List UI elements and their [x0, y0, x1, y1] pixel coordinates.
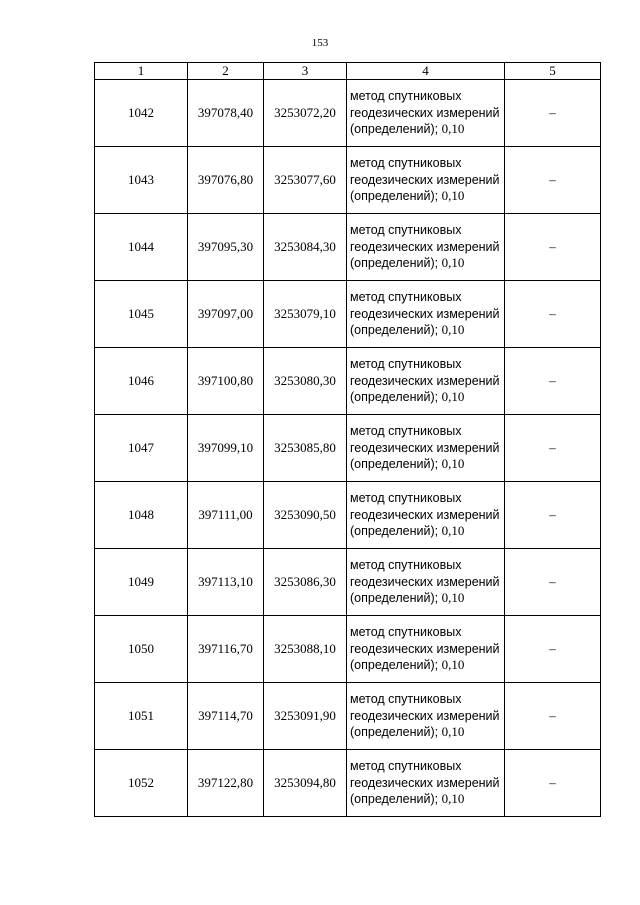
- method-cell: [347, 616, 505, 683]
- point-number-cell: 1049: [95, 549, 188, 616]
- method-cell: [347, 750, 505, 817]
- header-col-3: 3: [264, 63, 347, 80]
- accuracy-value: 0,10: [441, 657, 465, 673]
- note-cell: –: [505, 482, 601, 549]
- point-number-cell: 1044: [95, 214, 188, 281]
- point-number-cell: 1051: [95, 683, 188, 750]
- method-cell: [347, 549, 505, 616]
- header-col-4: 4: [347, 63, 505, 80]
- y-coordinate-cell: 3253077,60: [264, 147, 347, 214]
- table-row: [95, 80, 601, 147]
- table-body: [95, 80, 601, 817]
- header-col-1: 1: [95, 63, 188, 80]
- accuracy-value: 0,10: [441, 523, 465, 539]
- header-col-5: 5: [505, 63, 601, 80]
- y-coordinate-cell: 3253094,80: [264, 750, 347, 817]
- table-row: [95, 214, 601, 281]
- method-text: метод спутниковых геодезических измерений (определений);: [350, 625, 500, 673]
- method-text: метод спутниковых геодезических измерений (определений);: [350, 290, 500, 338]
- y-coordinate-cell: 3253080,30: [264, 348, 347, 415]
- accuracy-value: 0,10: [441, 724, 465, 740]
- x-coordinate-cell: 397113,10: [188, 549, 264, 616]
- method-cell: [347, 482, 505, 549]
- method-text: метод спутниковых геодезических измерений (определений);: [350, 424, 500, 472]
- method-text: метод спутниковых геодезических измерений (определений);: [350, 156, 500, 204]
- method-cell: [347, 214, 505, 281]
- y-coordinate-cell: 3253088,10: [264, 616, 347, 683]
- y-coordinate-cell: 3253085,80: [264, 415, 347, 482]
- x-coordinate-cell: 397076,80: [188, 147, 264, 214]
- x-coordinate-cell: 397116,70: [188, 616, 264, 683]
- accuracy-value: 0,10: [441, 322, 465, 338]
- x-coordinate-cell: 397095,30: [188, 214, 264, 281]
- method-cell: [347, 348, 505, 415]
- method-cell: [347, 80, 505, 147]
- method-text: метод спутниковых геодезических измерений (определений);: [350, 357, 500, 405]
- method-text: метод спутниковых геодезических измерений (определений);: [350, 692, 500, 740]
- table-row: [95, 281, 601, 348]
- y-coordinate-cell: 3253079,10: [264, 281, 347, 348]
- accuracy-value: 0,10: [441, 188, 465, 204]
- method-text: метод спутниковых геодезических измерений (определений);: [350, 491, 500, 539]
- x-coordinate-cell: 397111,00: [188, 482, 264, 549]
- note-cell: –: [505, 549, 601, 616]
- method-text: метод спутниковых геодезических измерений (определений);: [350, 558, 500, 606]
- point-number-cell: 1043: [95, 147, 188, 214]
- note-cell: –: [505, 616, 601, 683]
- header-col-2: 2: [188, 63, 264, 80]
- table-row: [95, 616, 601, 683]
- method-cell: [347, 281, 505, 348]
- note-cell: –: [505, 80, 601, 147]
- table-row: [95, 147, 601, 214]
- method-text: метод спутниковых геодезических измерений (определений);: [350, 89, 500, 137]
- accuracy-value: 0,10: [441, 389, 465, 405]
- y-coordinate-cell: 3253086,30: [264, 549, 347, 616]
- y-coordinate-cell: 3253090,50: [264, 482, 347, 549]
- table-row: [95, 683, 601, 750]
- page-number: 153: [311, 37, 329, 49]
- x-coordinate-cell: 397097,00: [188, 281, 264, 348]
- point-number-cell: 1050: [95, 616, 188, 683]
- method-cell: [347, 415, 505, 482]
- table-header: [95, 63, 601, 80]
- table-row: [95, 549, 601, 616]
- method-cell: [347, 683, 505, 750]
- accuracy-value: 0,10: [441, 791, 465, 807]
- y-coordinate-cell: 3253091,90: [264, 683, 347, 750]
- note-cell: –: [505, 214, 601, 281]
- x-coordinate-cell: 397100,80: [188, 348, 264, 415]
- table-row: [95, 415, 601, 482]
- note-cell: –: [505, 147, 601, 214]
- x-coordinate-cell: 397078,40: [188, 80, 264, 147]
- note-cell: –: [505, 750, 601, 817]
- point-number-cell: 1042: [95, 80, 188, 147]
- method-cell: [347, 147, 505, 214]
- point-number-cell: 1046: [95, 348, 188, 415]
- note-cell: –: [505, 683, 601, 750]
- coordinates-table: [94, 62, 601, 817]
- point-number-cell: 1052: [95, 750, 188, 817]
- x-coordinate-cell: 397122,80: [188, 750, 264, 817]
- accuracy-value: 0,10: [441, 456, 465, 472]
- table-row: [95, 750, 601, 817]
- x-coordinate-cell: 397099,10: [188, 415, 264, 482]
- note-cell: –: [505, 348, 601, 415]
- method-text: метод спутниковых геодезических измерений (определений);: [350, 223, 500, 271]
- table-row: [95, 482, 601, 549]
- accuracy-value: 0,10: [441, 590, 465, 606]
- note-cell: –: [505, 281, 601, 348]
- x-coordinate-cell: 397114,70: [188, 683, 264, 750]
- method-text: метод спутниковых геодезических измерений (определений);: [350, 759, 500, 807]
- accuracy-value: 0,10: [441, 121, 465, 137]
- accuracy-value: 0,10: [441, 255, 465, 271]
- header-row: [95, 63, 601, 80]
- table-row: [95, 348, 601, 415]
- point-number-cell: 1047: [95, 415, 188, 482]
- point-number-cell: 1045: [95, 281, 188, 348]
- y-coordinate-cell: 3253072,20: [264, 80, 347, 147]
- y-coordinate-cell: 3253084,30: [264, 214, 347, 281]
- point-number-cell: 1048: [95, 482, 188, 549]
- note-cell: –: [505, 415, 601, 482]
